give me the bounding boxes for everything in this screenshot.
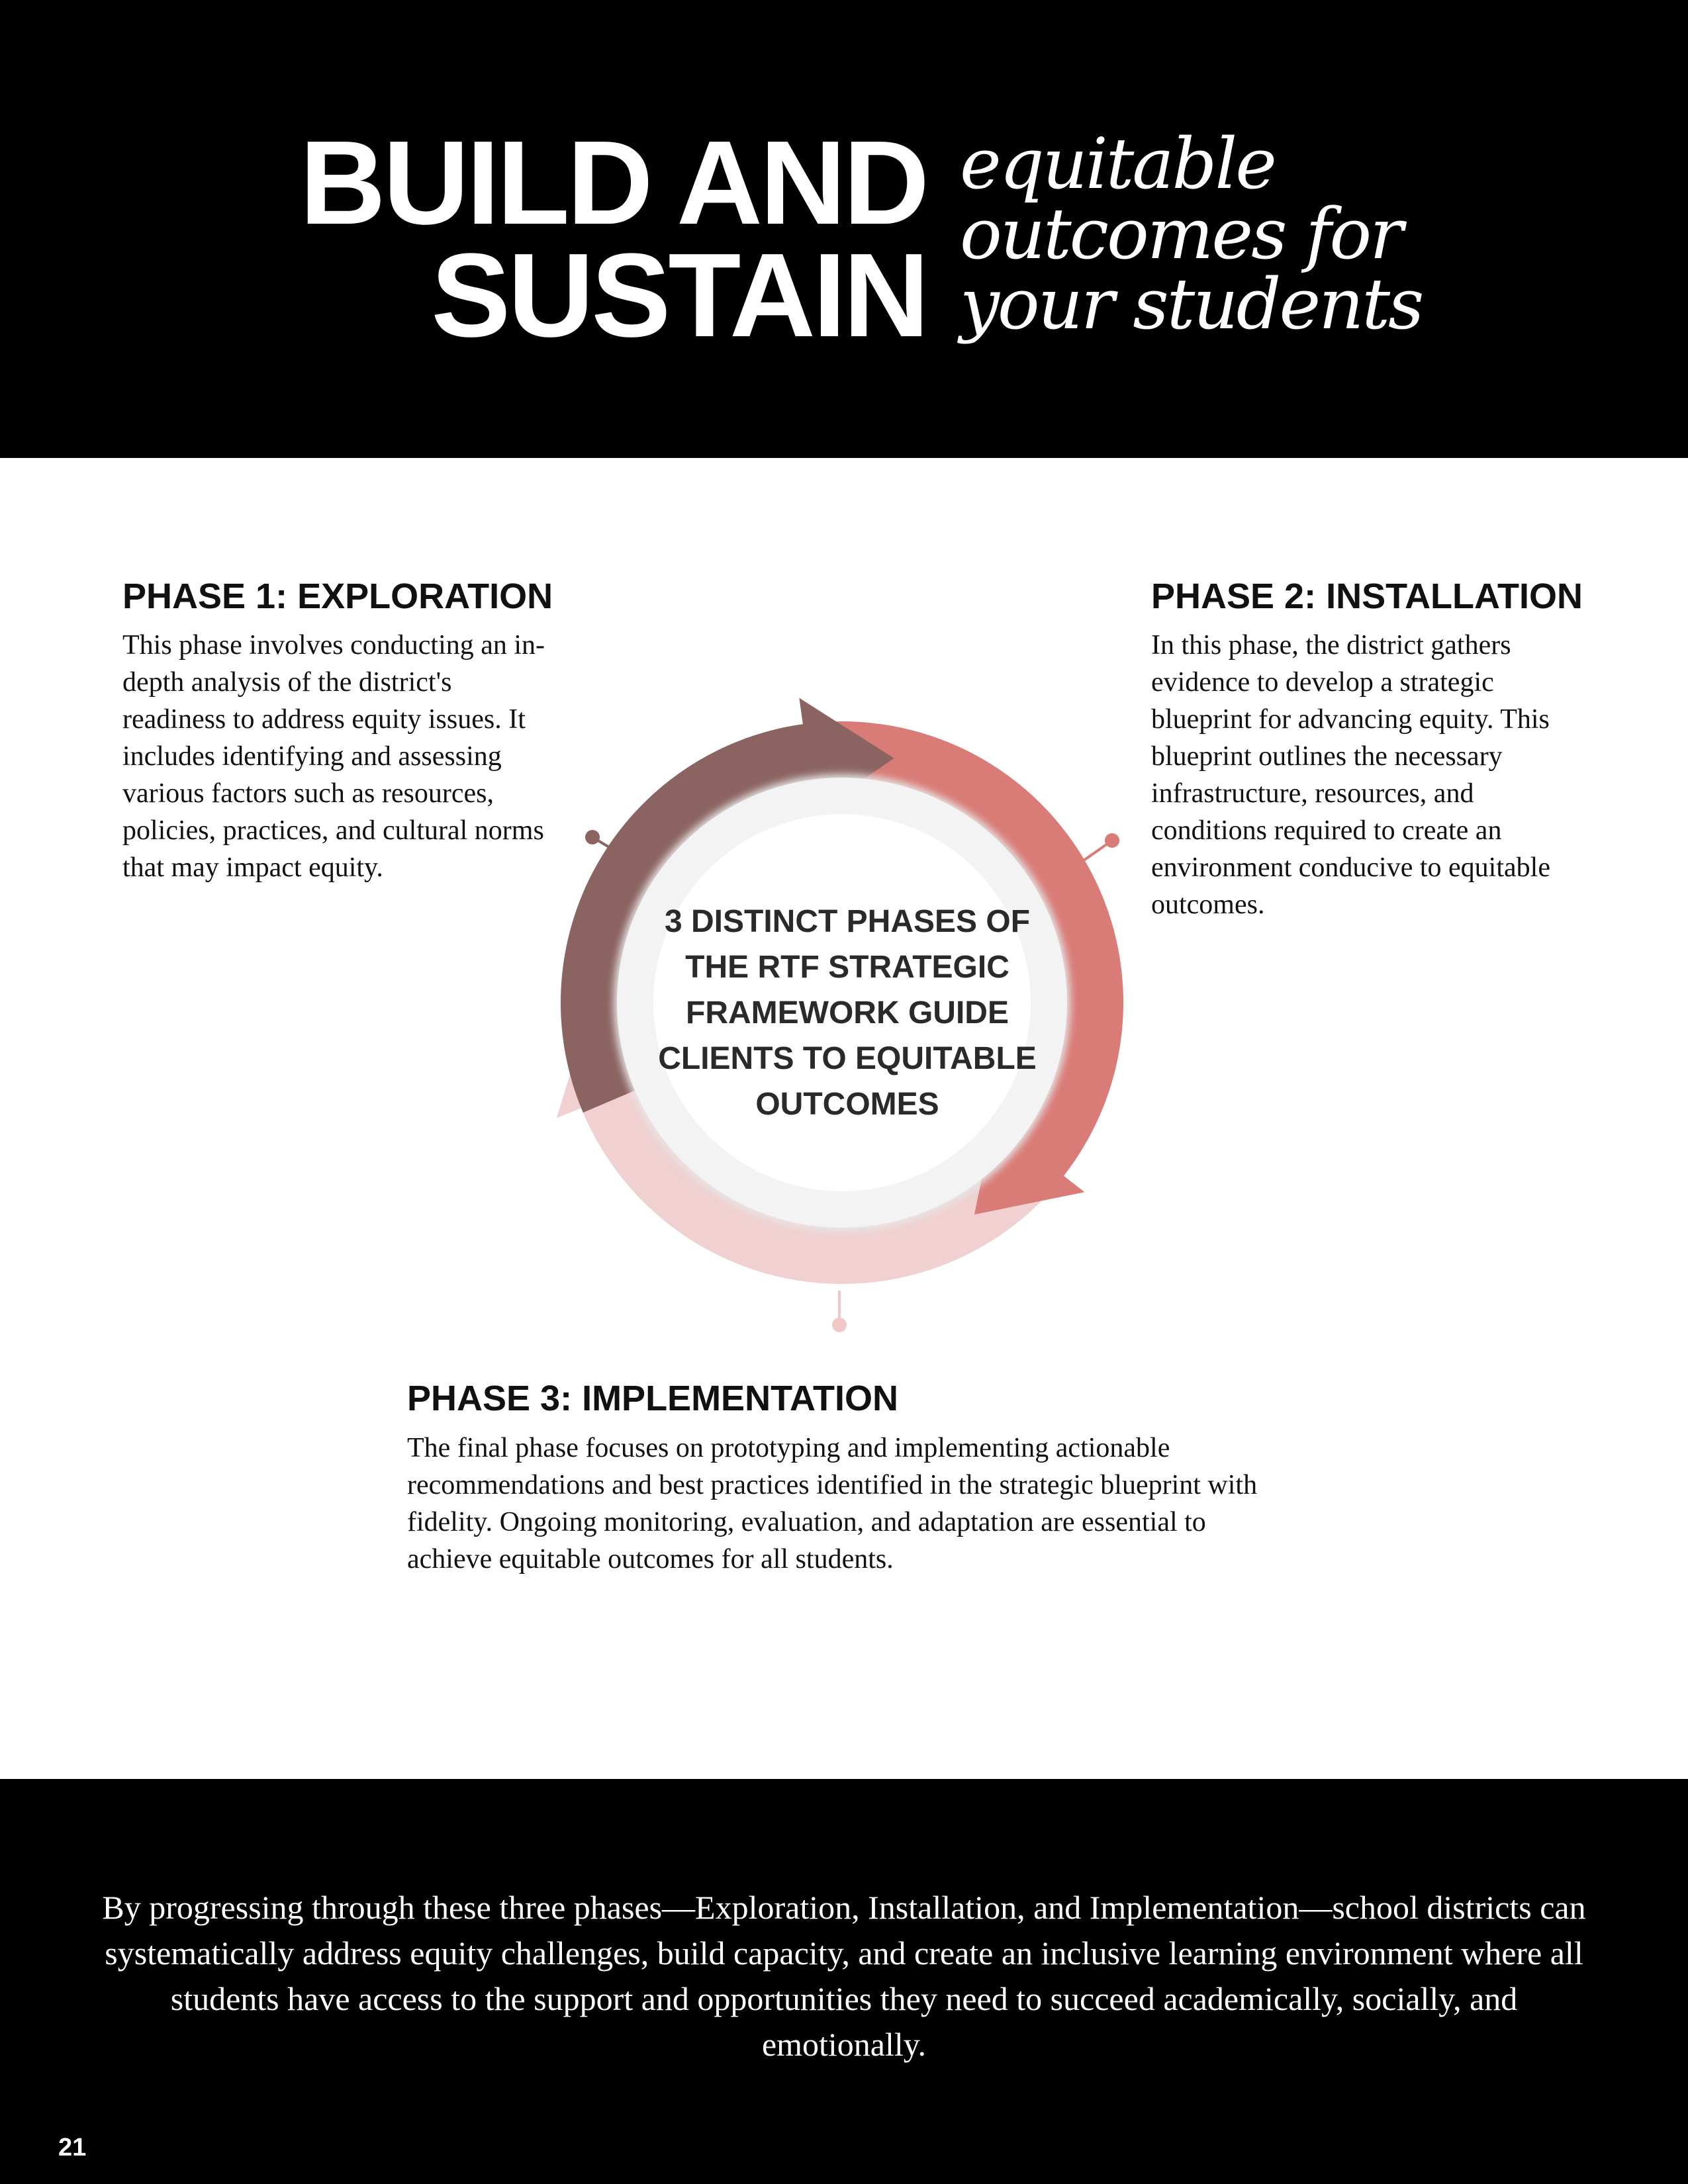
phase-3-title: PHASE 3: IMPLEMENTATION (407, 1379, 899, 1418)
phase-1-description: This phase involves conducting an in-depth analysis of the district's readiness to address equity issues. It includes identifying and assessing various factors such as resources, policies, practices, and cultural norms that may impact equity. (122, 630, 545, 883)
center-line-2: THE RTF STRATEGIC (685, 950, 1009, 985)
title-main (132, 116, 927, 362)
closing-paragraph: By progressing through these three phases—Exploration, Installation, and Implementation—school districts can systematically address equity challenges, build capacity, and create an inclusive learning environment where all students have access to the support and opportunities they need to succeed academically, socially, and emotionally. (102, 1889, 1586, 2063)
subtitle-line-2: outcomes for (960, 193, 1401, 275)
phase-2-title: PHASE 2: INSTALLATION (1151, 576, 1583, 616)
center-line-1: 3 DISTINCT PHASES OF (664, 904, 1031, 939)
phase-2-connector (1079, 833, 1119, 864)
page-title (0, 0, 1688, 458)
subtitle-line-3: your students (960, 263, 1423, 345)
center-line-3: FRAMEWORK GUIDE (686, 995, 1009, 1030)
phase-3-description: The final phase focuses on prototyping and implementing actionable recommendations and best practices identified in the strategic blueprint with fidelity. Ongoing monitoring, evaluation, and adaptation are essential to achieve equitable outcomes for all students. (407, 1433, 1258, 1574)
subtitle-line-1: equitable (960, 123, 1276, 205)
diagram-center-label (635, 899, 1059, 1127)
page-number: 21 (58, 2134, 87, 2161)
title-line-1: BUILD AND (299, 116, 927, 250)
phase-3-connector (832, 1291, 847, 1332)
center-line-5: OUTCOMES (755, 1087, 939, 1122)
center-line-4: CLIENTS TO EQUITABLE (658, 1041, 1037, 1076)
title-line-2: SUSTAIN (431, 229, 927, 362)
title-subtitle (960, 123, 1523, 345)
phase-1-title: PHASE 1: EXPLORATION (122, 576, 553, 616)
phase-2-description: In this phase, the district gathers evidence to develop a strategic blueprint for advancing equity. This blueprint outlines the necessary infrastructure, resources, and conditions required to create an environment conducive to equitable outcomes. (1151, 630, 1550, 920)
